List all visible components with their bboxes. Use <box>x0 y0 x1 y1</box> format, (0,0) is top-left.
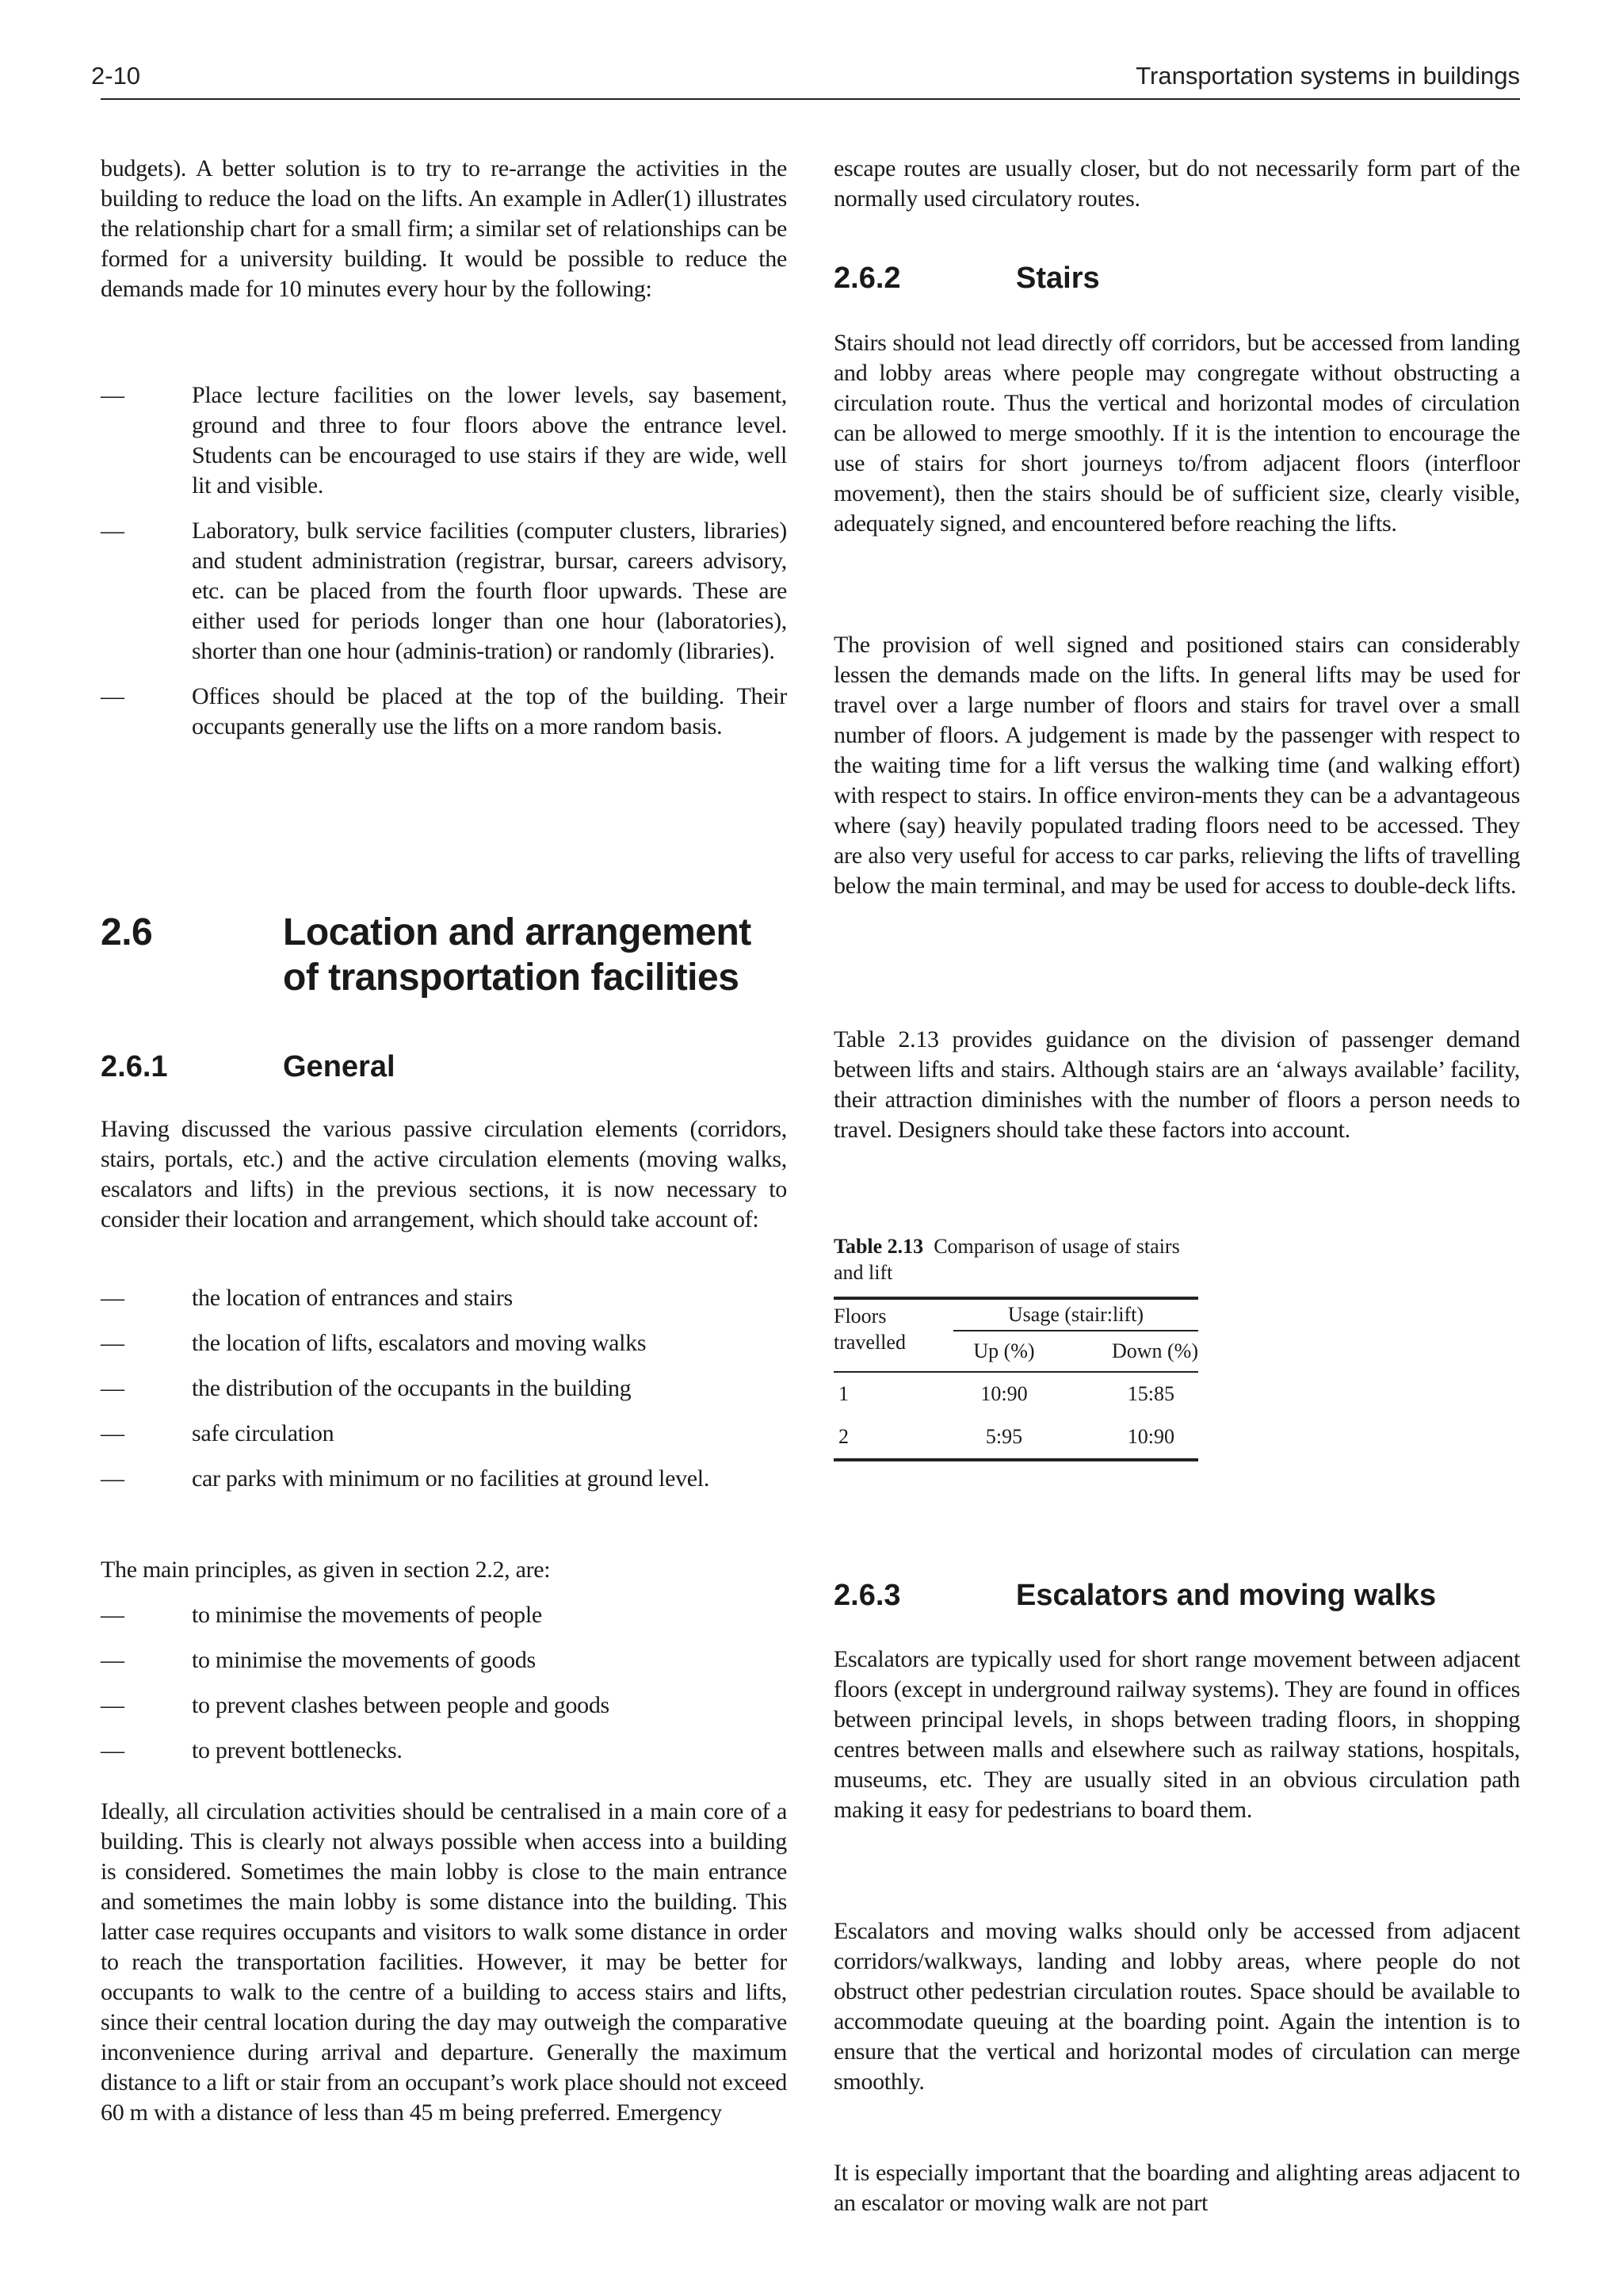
list-item <box>101 1690 787 1721</box>
intro-bullet-list <box>101 380 787 757</box>
stairs-paragraph-3 <box>834 1025 1520 1145</box>
intro-paragraph <box>101 154 787 304</box>
general-bullet-list <box>101 1283 787 1509</box>
header-floors <box>834 1298 953 1371</box>
cell-up: 5:95 <box>953 1415 1055 1460</box>
subsection-number: 2.6.3 <box>834 1579 901 1612</box>
paragraph-text: Having discussed the various passive circulation elements (corridors, stairs, portals, etc.) and the active circulation elements (moving walks, escalators and lifts) in the previous sections, it is now necessary to consider their location and arrangement, which should take account of: <box>101 1116 787 1232</box>
paragraph-text: Stairs should not lead directly off corridors, but be accessed from landing and lobby areas where people may congregate without obstructing a circulation route. Thus the vertical and horizontal modes of circulation can be allowed to merge smoothly. If it is the intention to encourage the use of stairs for short journeys to/from adjacent floors (interfloor movement), then the stairs should be of sufficient size, clearly visible, adequately signed, and encountered before reaching the lifts. <box>834 330 1520 537</box>
section-number: 2.6 <box>101 911 153 953</box>
principles-list <box>101 1600 787 1781</box>
header-rule <box>101 98 1520 100</box>
subsection-title: Escalators and moving walks <box>1016 1579 1437 1612</box>
subsection-number: 2.6.2 <box>834 262 901 295</box>
dash-marker: — <box>101 1737 124 1763</box>
list-item-text: the distribution of the occupants in the building <box>192 1375 632 1401</box>
paragraph-text: budgets). A better solution is to try to re-arrange the activities in the building to reduce the load on the lifts. An example in Adler(1) illustrates the relationship chart for a small firm; a similar set of relationships can be formed for a university building. It would be possible to reduce the demands made for 10 minutes every hour by the following: <box>101 155 787 302</box>
dash-marker: — <box>101 1602 124 1628</box>
list-item-text: Place lecture facilities on the lower levels, say basement, ground and three to four floors above the entrance level. Students can be encouraged to use stairs if they are wide, well lit and visible. <box>192 382 787 499</box>
paragraph-text: Ideally, all circulation activities should be centralised in a main core of a building. This is clearly not always possible when access into a building is considered. Sometimes the main lobby is close to the main entrance and sometimes the main lobby is some distance into the building. This latter case requires occupants and visitors to walk some distance in order to reach the transportation facilities. However, it may be better for occupants to walk to the centre of a building to access stairs and lifts, since their central location during the day may outweigh the comparative inconvenience during arrival and departure. Generally the maximum distance to a lift or stair from an occupant’s work place should not exceed 60 m with a distance of less than 45 m being preferred. Emergency <box>101 1798 787 2126</box>
table-caption-text: Comparison of usage of stairs and lift <box>834 1235 1180 1284</box>
list-item-text: Offices should be placed at the top of the building. Their occupants generally use the lifts on a more random basis. <box>192 683 787 739</box>
paragraph-text: The provision of well signed and positioned stairs can considerably lessen the demands made on the lifts. In general lifts may be used for travel over a large number of floors and stairs for travel over a small number of floors. A judgement is made by the passenger with respect to the waiting time for a lift versus the walking time (and walking effort) with respect to stairs. In office environ-ments they can be a advantageous where (say) heavily populated trading floors need to be accessed. They are also very useful for access to car parks, relieving the lifts of travelling below the main terminal, and may be used for access to double-deck lifts. <box>834 632 1520 899</box>
table-label: Table 2.13 <box>834 1235 924 1258</box>
table-row <box>834 1372 1198 1415</box>
subsection-heading-escalators <box>834 1579 1437 1613</box>
list-item <box>101 1419 787 1449</box>
header-floors-line1: Floors <box>834 1305 887 1328</box>
list-item <box>101 1645 787 1675</box>
dash-marker: — <box>101 1420 124 1446</box>
list-item <box>101 1736 787 1766</box>
dash-marker: — <box>101 1465 124 1492</box>
paragraph-text: Escalators and moving walks should only be accessed from adjacent corridors/walkways, landing and lobby areas, where people do not obstruct other pedestrian circulation routes. Space should be available to accommodate queuing at the boarding point. Again the intention is to ensure that the vertical and horizontal modes of circulation can merge smoothly. <box>834 1918 1520 2095</box>
section-title-line1: Location and arrangement <box>283 911 751 953</box>
header-down: Down (%) <box>1111 1339 1198 1362</box>
section-title-line2: of transportation facilities <box>283 957 739 999</box>
subsection-number: 2.6.1 <box>101 1050 168 1083</box>
dash-marker: — <box>101 683 124 709</box>
header-up: Up (%) <box>973 1339 1035 1362</box>
usage-table <box>834 1297 1198 1461</box>
stairs-paragraph-1 <box>834 328 1520 539</box>
running-title: Transportation systems in buildings <box>1136 62 1520 90</box>
table-header-row <box>834 1298 1198 1331</box>
list-item-text: Laboratory, bulk service facilities (computer clusters, libraries) and student administration (registrar, bursar, careers advisory, etc. can be placed from the fourth floor upwards. These are either used for periods longer than one hour (laboratories), shorter than one hour (adminis-tration) or randomly (libraries). <box>192 518 787 664</box>
list-item-text: to prevent clashes between people and goods <box>192 1692 609 1718</box>
paragraph-text: escape routes are usually closer, but do not necessarily form part of the normally used circulatory routes. <box>834 155 1520 212</box>
dash-marker: — <box>101 518 124 544</box>
table-caption <box>834 1233 1206 1286</box>
cell-down: 10:90 <box>1055 1415 1198 1460</box>
dash-marker: — <box>101 1330 124 1356</box>
dash-marker: — <box>101 1647 124 1673</box>
list-item <box>101 380 787 501</box>
subsection-title: General <box>283 1050 395 1083</box>
list-item-text: the location of entrances and stairs <box>192 1285 513 1311</box>
dash-marker: — <box>101 1285 124 1311</box>
cell-up: 10:90 <box>980 1382 1028 1405</box>
dash-marker: — <box>101 1375 124 1401</box>
stairs-paragraph-2 <box>834 630 1520 901</box>
ideally-paragraph <box>101 1797 787 2128</box>
list-item-text: to prevent bottlenecks. <box>192 1737 403 1763</box>
list-item-text: safe circulation <box>192 1420 334 1446</box>
header-floors-line2: travelled <box>834 1331 906 1354</box>
list-item-text: to minimise the movements of people <box>192 1602 542 1628</box>
list-item <box>101 682 787 742</box>
escalators-paragraph-3 <box>834 2158 1520 2218</box>
table-row <box>834 1415 1198 1460</box>
cell-floors: 1 <box>838 1382 849 1405</box>
list-item <box>101 516 787 667</box>
subsection-heading-general <box>101 1050 395 1084</box>
list-item <box>101 1328 787 1358</box>
list-item-text: car parks with minimum or no facilities at ground level. <box>192 1465 710 1492</box>
subsection-title: Stairs <box>1016 262 1100 295</box>
list-item <box>101 1600 787 1630</box>
dash-marker: — <box>101 1692 124 1718</box>
paragraph-text: Escalators are typically used for short range movement between adjacent floors (except in underground railway systems). They are found in offices between principal levels, in shops between trading floors, in shopping centres between malls and elsewhere such as railway stations, hospitals, museums, etc. They are usually sited in an obvious circulation path making it easy for pedestrians to board them. <box>834 1646 1520 1823</box>
principles-intro <box>101 1555 787 1585</box>
dash-marker: — <box>101 382 124 408</box>
list-item <box>101 1283 787 1313</box>
list-item-text: to minimise the movements of goods <box>192 1647 536 1673</box>
escalators-paragraph-2 <box>834 1916 1520 2097</box>
general-paragraph <box>101 1114 787 1235</box>
section-heading <box>101 910 787 1005</box>
cell-down: 15:85 <box>1127 1382 1174 1405</box>
escape-paragraph <box>834 154 1520 214</box>
paragraph-text: It is especially important that the boarding and alighting areas adjacent to an escalator or moving walk are not part <box>834 2160 1520 2216</box>
escalators-paragraph-1 <box>834 1645 1520 1825</box>
page-number: 2-10 <box>91 62 141 90</box>
list-item-text: the location of lifts, escalators and moving walks <box>192 1330 647 1356</box>
subsection-heading-stairs <box>834 262 1100 296</box>
cell-floors: 2 <box>834 1415 953 1460</box>
list-item <box>101 1464 787 1494</box>
list-item <box>101 1373 787 1404</box>
paragraph-text: Table 2.13 provides guidance on the division of passenger demand between lifts and stairs. Although stairs are an ‘always available’ facility, their attraction diminishes with the number of floors a person needs to travel. Designers should take these factors into account. <box>834 1026 1520 1143</box>
paragraph-text: The main principles, as given in section 2.2, are: <box>101 1557 551 1583</box>
header-usage: Usage (stair:lift) <box>953 1298 1198 1331</box>
